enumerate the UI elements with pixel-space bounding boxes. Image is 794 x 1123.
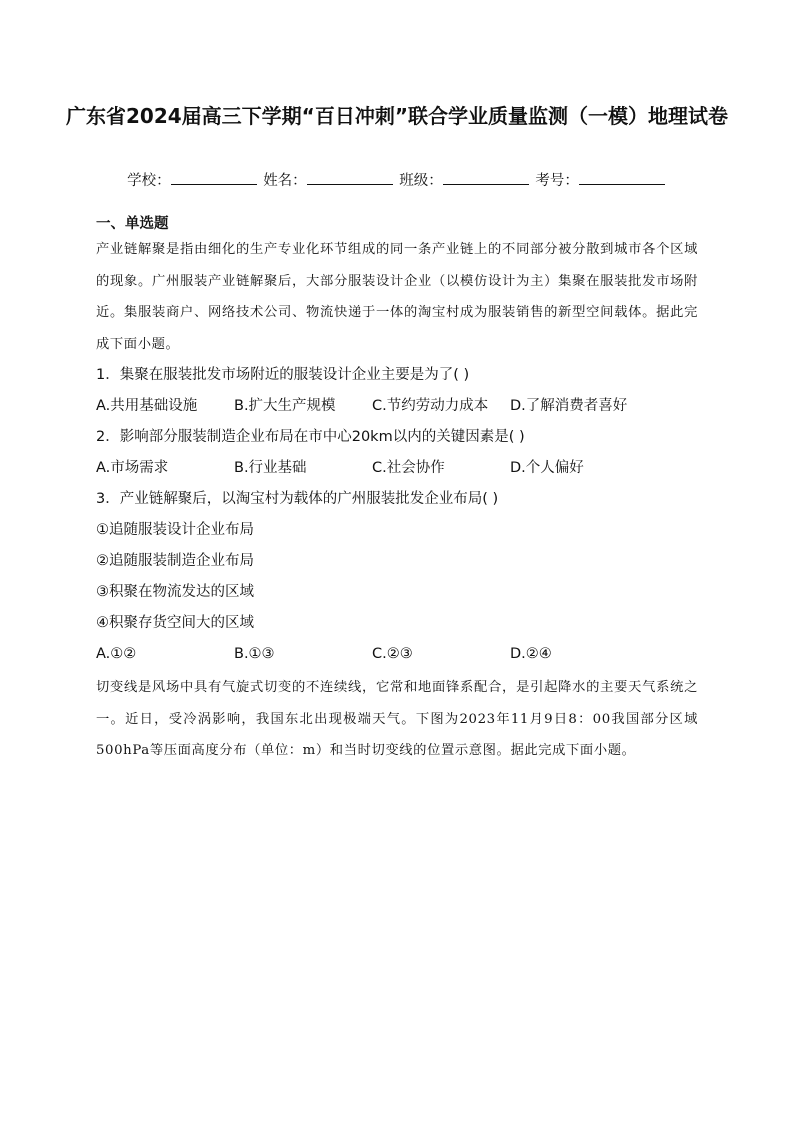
exam-no-label: 考号： <box>535 173 579 189</box>
page-title: 广东省2024届高三下学期“百日冲刺”联合学业质量监测（一模）地理试卷 <box>66 104 728 128</box>
class-label: 班级： <box>399 173 443 189</box>
question-1-option-d[interactable]: D.了解消费者喜好 <box>510 398 628 414</box>
question-3-option-d[interactable]: D.②④ <box>510 646 552 662</box>
school-blank[interactable] <box>171 170 257 185</box>
name-label: 姓名： <box>263 173 307 189</box>
question-2-option-a[interactable]: A.市场需求 <box>96 460 169 476</box>
question-2-options <box>96 458 698 478</box>
name-blank[interactable] <box>307 170 393 185</box>
question-1-option-c[interactable]: C.节约劳动力成本 <box>372 398 489 414</box>
question-2-option-c[interactable]: C.社会协作 <box>372 460 445 476</box>
question-1-option-b[interactable]: B.扩大生产规模 <box>234 398 336 414</box>
exam-no-blank[interactable] <box>579 170 665 185</box>
question-3-option-b[interactable]: B.①③ <box>234 646 275 662</box>
question-3-stem: 3．产业链解聚后，以淘宝村为载体的广州服装批发企业布局( ) <box>96 491 499 507</box>
question-2-option-d[interactable]: D.个人偏好 <box>510 460 584 476</box>
question-1-stem: 1．集聚在服装批发市场附近的服装设计企业主要是为了( ) <box>96 367 470 383</box>
question-3-option-c[interactable]: C.②③ <box>372 646 413 662</box>
question-3-statement-2: ②追随服装制造企业布局 <box>96 553 254 569</box>
student-info-line <box>96 170 698 191</box>
school-label: 学校： <box>127 173 171 189</box>
question-3-statement-3: ③积聚在物流发达的区域 <box>96 584 254 600</box>
question-3-statement-1: ①追随服装设计企业布局 <box>96 522 254 538</box>
class-blank[interactable] <box>443 170 529 185</box>
question-1-option-a[interactable]: A.共用基础设施 <box>96 398 198 414</box>
question-3-options <box>96 644 698 664</box>
reading-passage-2: 切变线是风场中具有气旋式切变的不连续线，它常和地面锋系配合，是引起降水的主要天气系统之一。近日，受冷涡影响，我国东北出现极端天气。下图为2023年11月9日8：00我国部分区域500hPa等压面高度分布（单位：m）和当时切变线的位置示意图。据此完成下面小题。 <box>96 680 698 758</box>
question-2-stem: 2．影响部分服装制造企业布局在市中心20km以内的关键因素是( ) <box>96 429 525 445</box>
question-1-options <box>96 396 698 416</box>
section-title: 一、单选题 <box>96 216 169 232</box>
reading-passage-1: 产业链解聚是指由细化的生产专业化环节组成的同一条产业链上的不同部分被分散到城市各个区域的现象。广州服装产业链解聚后，大部分服装设计企业（以模仿设计为主）集聚在服装批发市场附近。集服装商户、网络技术公司、物流快递于一体的淘宝村成为服装销售的新型空间载体。据此完成下面小题。 <box>96 242 698 352</box>
question-3-statement-4: ④积聚存货空间大的区域 <box>96 615 254 631</box>
question-2-option-b[interactable]: B.行业基础 <box>234 460 307 476</box>
question-3-option-a[interactable]: A.①② <box>96 646 137 662</box>
